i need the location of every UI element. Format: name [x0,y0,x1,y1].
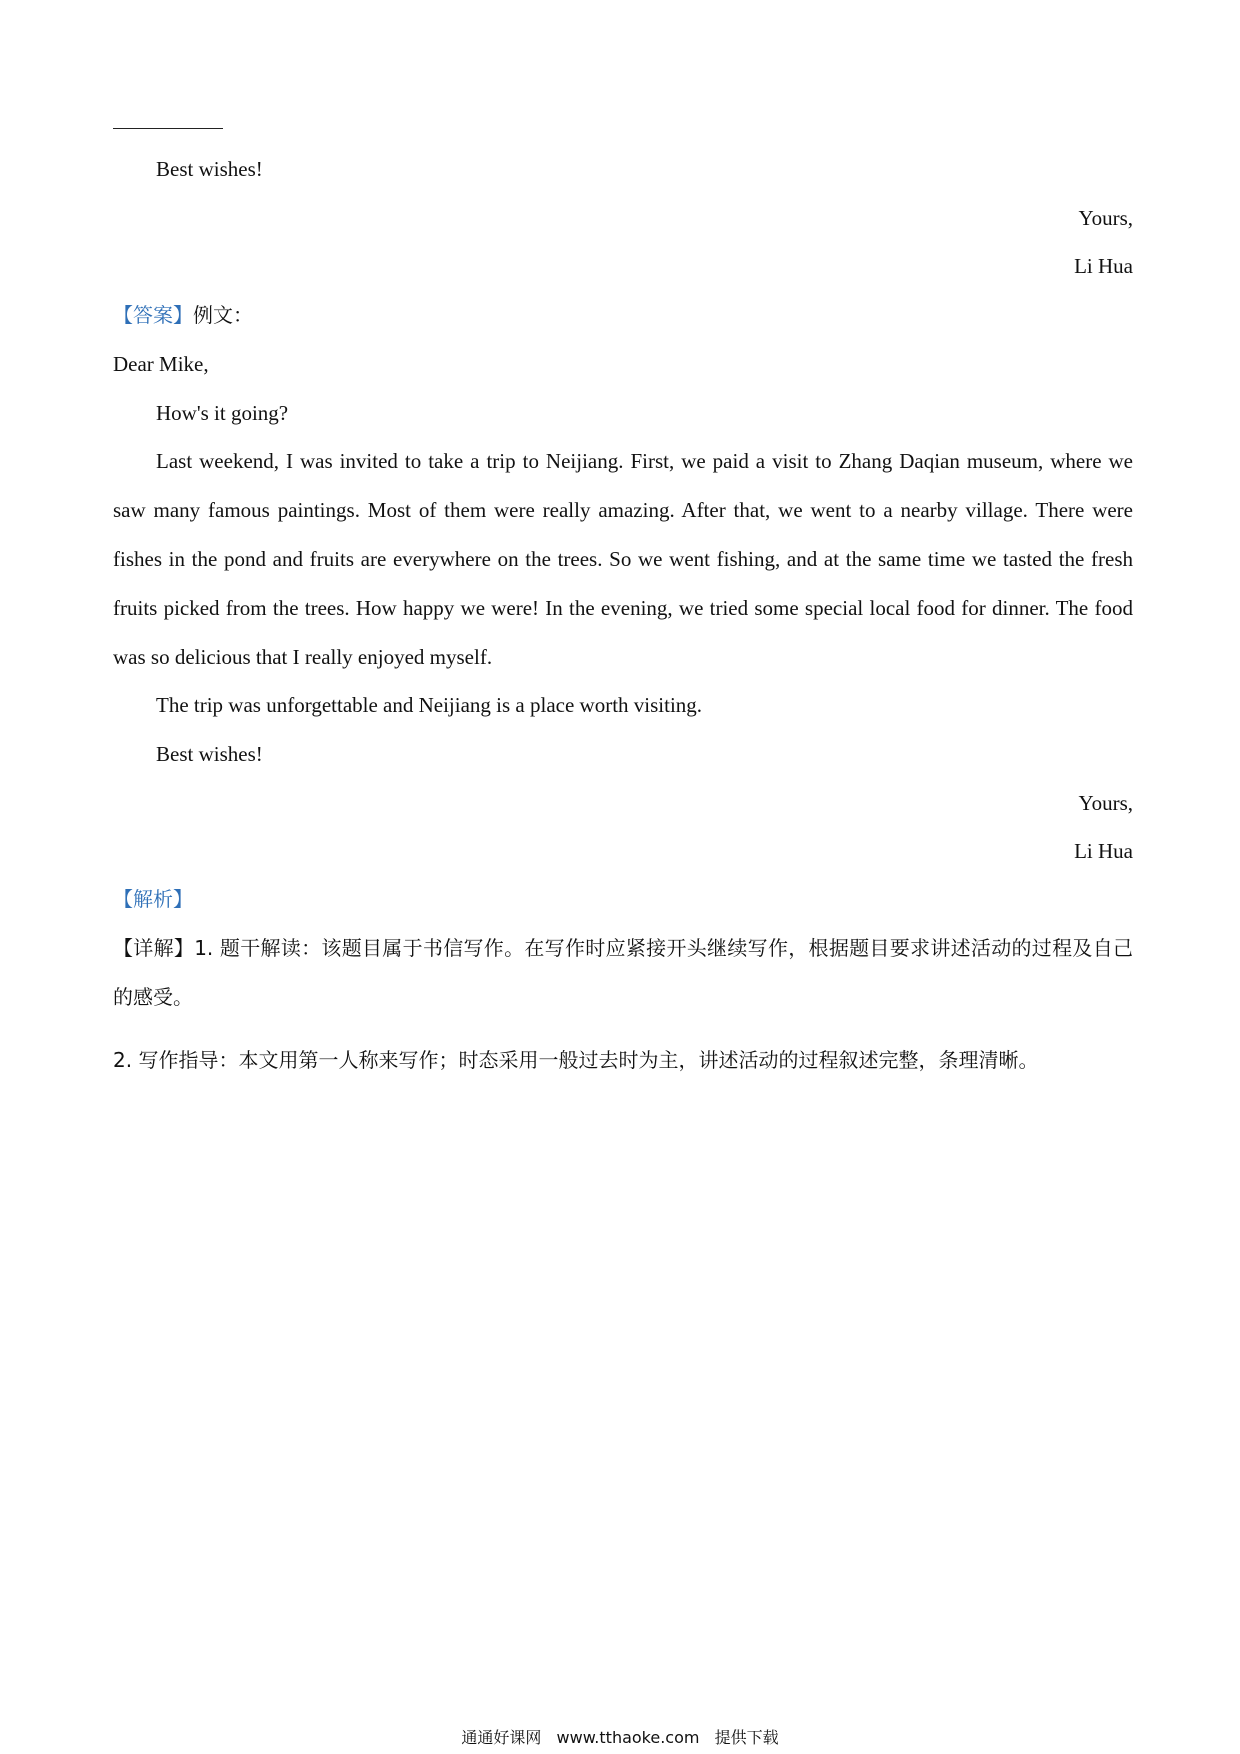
answer-label: 例文： [193,303,253,327]
answer-blank-line [113,128,223,129]
footer-note: 提供下载 [714,1728,779,1747]
sample-body-paragraph: Last weekend, I was invited to take a trip to Neijiang. First, we paid a visit to Zhang Daqian museum, where we saw many famous paintings. Most of them were really amazing. After that, we went to a nearby village. There were fishes in the pond and fruits are everywhere on the trees. So we went fishing, and at the same time we tasted the fresh fruits picked from the trees. How happy we were! In the evening, we tried some special local food for dinner. The food was so delicious that I really enjoyed myself. [113,449,1133,669]
sample-greeting: Dear Mike, [113,352,209,376]
sample-opening: How's it going? [156,401,289,425]
sign-off-line: Yours, [1078,206,1133,230]
analysis-point-1-text: 1. 题干解读：该题目属于书信写作。在写作时应紧接开头继续写作，根据题目要求讲述活动的过程及自己的感受。 [113,936,1133,1009]
sample-conclusion: The trip was unforgettable and Neijiang is a place worth visiting. [156,693,703,717]
sample-sign-off: Yours, [1078,791,1133,815]
detail-tag: 【详解】 [113,936,195,960]
analysis-point-2: 2. 写作指导：本文用第一人称来写作；时态采用一般过去时为主，讲述活动的过程叙述完整，条理清晰。 [113,1048,1039,1072]
sample-signature: Li Hua [1074,839,1133,863]
analysis-heading [113,885,193,913]
sample-closing: Best wishes! [156,742,263,766]
footer-site-name: 通通好课网 [461,1728,542,1747]
answer-heading [113,301,253,329]
answer-tag: 【答案】 [113,303,193,327]
page-footer [0,1727,1240,1749]
analysis-tag: 【解析】 [113,887,193,911]
footer-url[interactable]: www.tthaoke.com [556,1728,700,1747]
analysis-point-1 [113,924,1133,1022]
signature-line: Li Hua [1074,254,1133,278]
closing-line: Best wishes! [156,157,263,181]
